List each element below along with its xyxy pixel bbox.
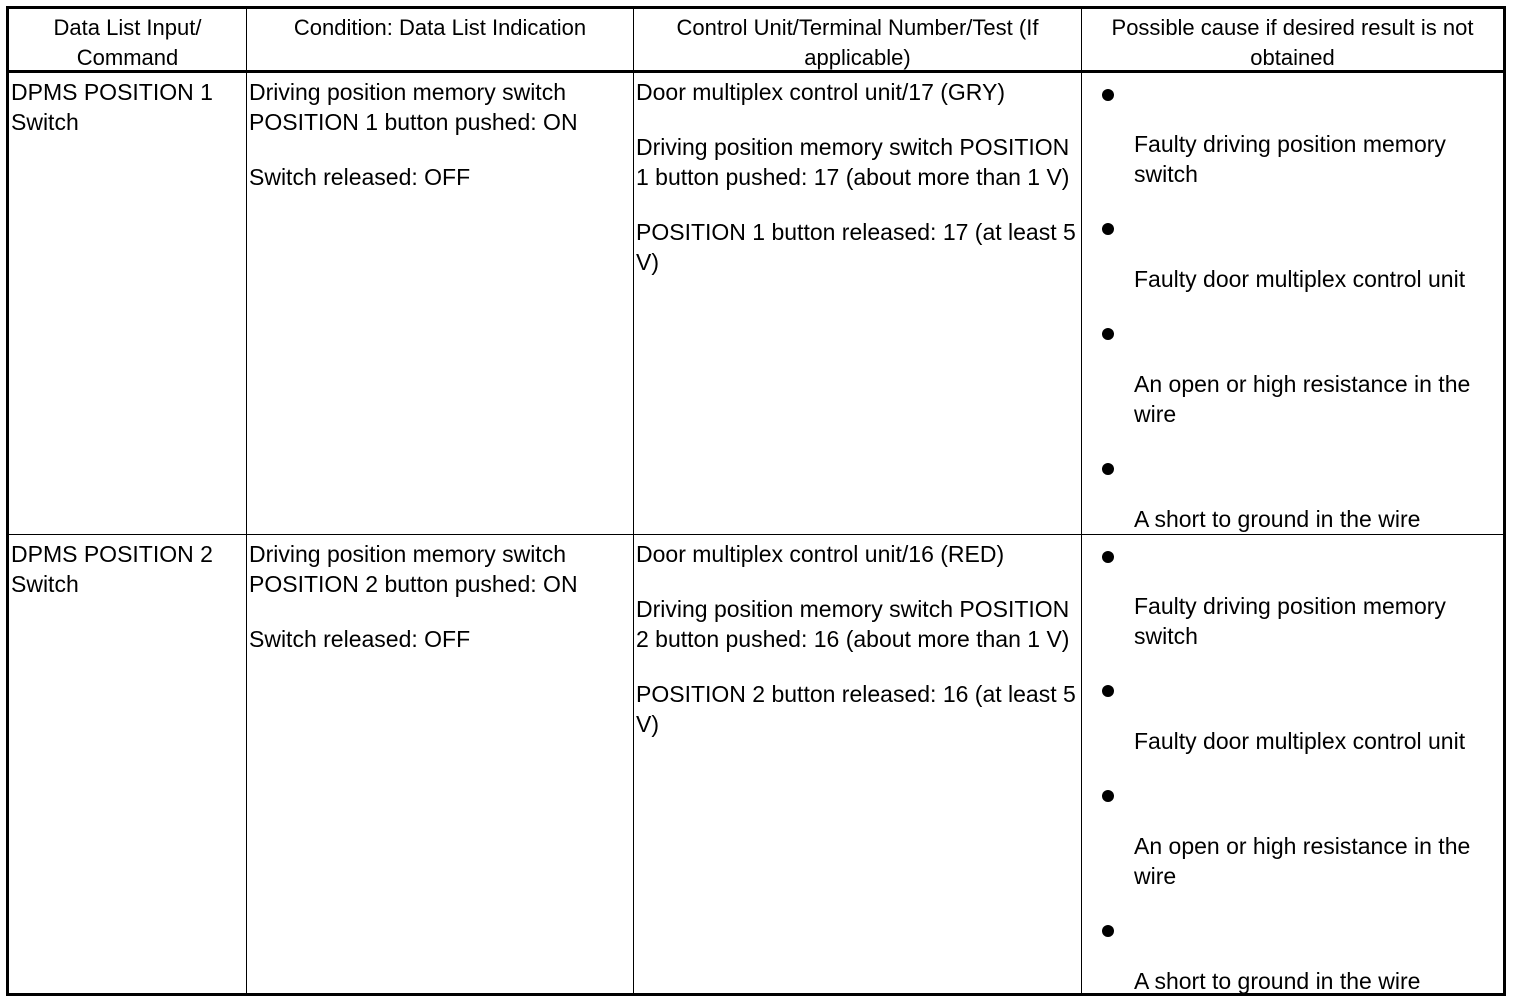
table-row — [9, 73, 1503, 535]
cause-text: An open or high resistance in the wire — [1134, 833, 1471, 889]
condition-cell — [247, 535, 634, 993]
command-cell — [9, 73, 247, 534]
cause-text: Faulty driving position memory switch — [1134, 131, 1446, 187]
possible-cause-cell — [1082, 73, 1503, 534]
condition-cell — [247, 73, 634, 534]
cause-text: Faulty door multiplex control unit — [1134, 728, 1466, 754]
control-unit-cell — [634, 535, 1082, 993]
condition-text: Switch released: OFF — [249, 164, 471, 190]
cause-text: Faulty door multiplex control unit — [1134, 266, 1466, 292]
control-unit-text: Door multiplex control unit/17 (GRY) — [636, 79, 1005, 105]
cause-text: Faulty driving position memory switch — [1134, 593, 1446, 649]
bullet-icon — [1102, 685, 1114, 697]
control-unit-text: Door multiplex control unit/16 (RED) — [636, 541, 1005, 567]
cause-item — [1082, 504, 1503, 534]
header-possible-cause: Possible cause if desired result is not obtained — [1111, 15, 1474, 70]
bullet-icon — [1102, 89, 1114, 101]
cause-item — [1082, 831, 1503, 891]
table-header-row — [9, 9, 1503, 73]
bullet-icon — [1102, 925, 1114, 937]
control-unit-text: POSITION 2 button released: 16 (at least 5 V) — [636, 681, 1076, 737]
cause-item — [1082, 591, 1503, 651]
command-cell — [9, 535, 247, 993]
bullet-icon — [1102, 463, 1114, 475]
header-command: Data List Input/ Command — [9, 9, 247, 70]
possible-cause-cell — [1082, 535, 1503, 993]
cause-text: A short to ground in the wire — [1134, 968, 1421, 993]
bullet-icon — [1102, 790, 1114, 802]
cause-item — [1082, 726, 1503, 756]
command-text: DPMS POSITION 2 Switch — [11, 541, 233, 597]
cause-item — [1082, 966, 1503, 993]
cause-text: A short to ground in the wire — [1134, 506, 1421, 532]
condition-text: Switch released: OFF — [249, 626, 471, 652]
condition-text: Driving position memory switch POSITION 2 button pushed: ON — [249, 541, 578, 597]
control-unit-text: POSITION 1 button released: 17 (at least 5 V) — [636, 219, 1076, 275]
condition-text: Driving position memory switch POSITION 1 button pushed: ON — [249, 79, 578, 135]
diagnostic-table — [6, 6, 1506, 996]
cause-item — [1082, 264, 1503, 294]
cause-item — [1082, 369, 1503, 429]
bullet-icon — [1102, 328, 1114, 340]
cause-text: An open or high resistance in the wire — [1134, 371, 1471, 427]
table-row — [9, 535, 1503, 993]
bullet-icon — [1102, 551, 1114, 563]
control-unit-text: Driving position memory switch POSITION 1 button pushed: 17 (about more than 1 V) — [636, 134, 1070, 190]
cause-item — [1082, 129, 1503, 189]
header-control-unit: Control Unit/Terminal Number/Test (If applicable) — [634, 9, 1082, 70]
header-condition: Condition: Data List Indication — [247, 9, 634, 70]
control-unit-text: Driving position memory switch POSITION 2 button pushed: 16 (about more than 1 V) — [636, 596, 1070, 652]
command-text: DPMS POSITION 1 Switch — [11, 79, 233, 135]
bullet-icon — [1102, 223, 1114, 235]
control-unit-cell — [634, 73, 1082, 534]
